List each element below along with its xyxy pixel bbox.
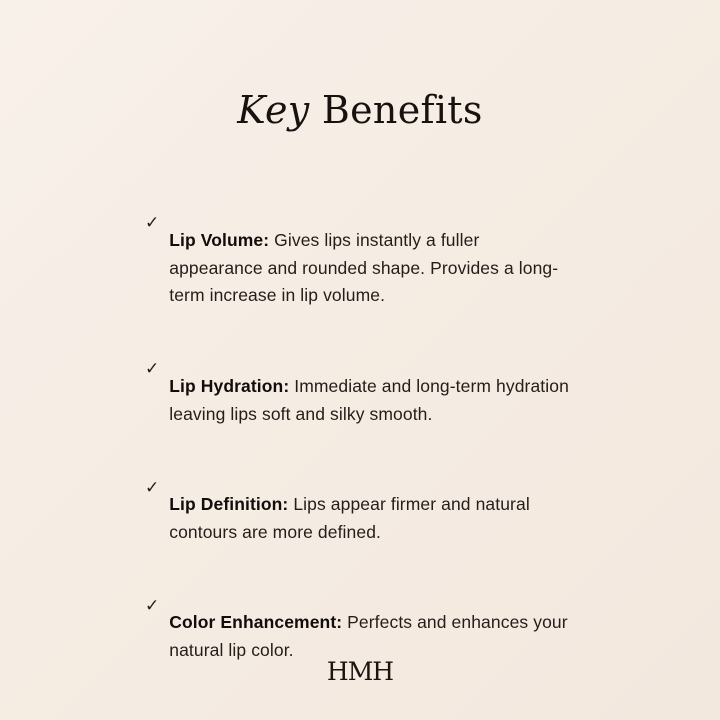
- benefit-description: Lips appear firmer and natural contours are more defined.: [169, 494, 530, 542]
- page-title: [237, 88, 482, 132]
- check-icon: ✓: [145, 213, 160, 233]
- benefit-description: Gives lips instantly a fuller appearance and rounded shape. Provides a long-term increase in lip volume.: [169, 229, 559, 306]
- page-title-emphasis: Key: [237, 88, 310, 132]
- benefit-label: Lip Hydration:: [169, 375, 290, 396]
- check-icon: ✓: [145, 359, 160, 379]
- benefit-label: Lip Definition:: [169, 494, 289, 515]
- page-title-rest: Benefits: [309, 88, 483, 132]
- benefit-description: Perfects and enhances your natural lip color.: [169, 612, 568, 661]
- benefit-body: [169, 373, 575, 428]
- benefit-body: [169, 227, 575, 310]
- benefit-label: Lip Volume:: [169, 229, 270, 250]
- benefit-body: [169, 491, 575, 546]
- benefit-label: Color Enhancement:: [169, 612, 343, 633]
- list-item: [145, 355, 575, 445]
- benefits-list: [145, 209, 575, 682]
- check-icon: ✓: [145, 595, 160, 615]
- list-item: [145, 474, 575, 564]
- list-item: [145, 209, 575, 327]
- brand-logo: HMH: [326, 657, 394, 686]
- check-icon: ✓: [145, 477, 160, 497]
- benefit-description: Immediate and long-term hydration leaving lips soft and silky smooth.: [169, 375, 569, 424]
